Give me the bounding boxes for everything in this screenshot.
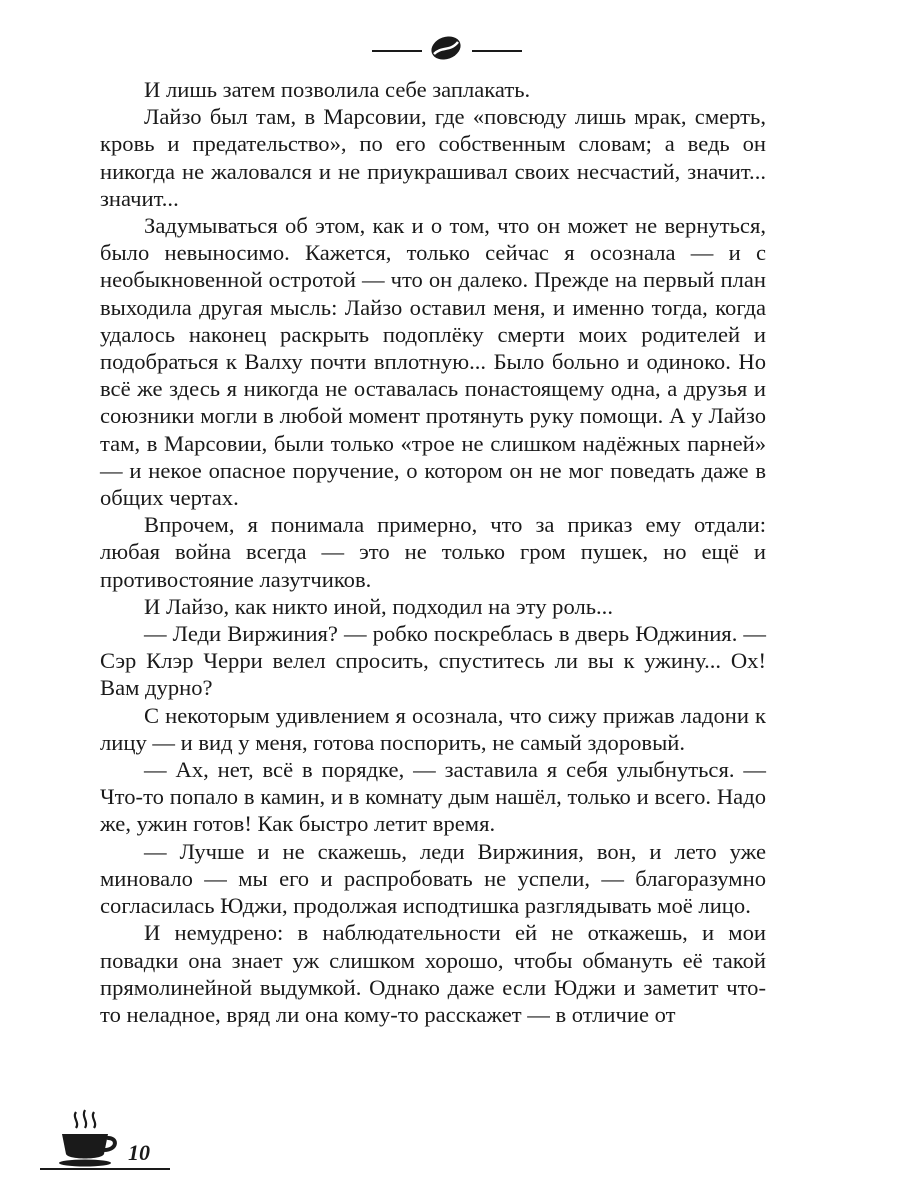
header-rule-right: [472, 50, 522, 52]
paragraph: Лайзо был там, в Марсовии, где «повсюду лишь мрак, смерть, кровь и предательство», по его собственным словам; а ведь он никогда не жаловался и не приукрашивал своих несчастий, значит... значит...: [100, 104, 766, 211]
paragraph: С некоторым удивлением я осознала, что сижу прижав ладони к лицу — и вид у меня, готова поспорить, не самый здоровый.: [100, 702, 766, 755]
page-footer: [40, 1100, 180, 1180]
paragraph: И лишь затем позволила себе заплакать.: [144, 77, 531, 102]
footer-rule: [40, 1168, 170, 1170]
paragraph: — Ах, нет, всё в порядке, — заставила я себя улыбнуться. — Что-то попало в камин, и в комнату дым нашёл, только и всего. Надо же, ужин готов! Как быстро летит время.: [100, 757, 766, 837]
paragraph: Впрочем, я понимала примерно, что за приказ ему отдали: любая война всегда — это не только гром пушек, но ещё и противостояние лазутчиков.: [100, 512, 766, 592]
paragraph: И Лайзо, как никто иной, подходил на эту роль...: [144, 593, 613, 619]
paragraph: Задумываться об этом, как и о том, что он может не вернуться, было невыносимо. Кажется, только сейчас я осознала — и с необыкновенной остротой — что он далеко. Прежде на первый план выходила другая мысль: Лайзо оставил меня, и именно тогда, когда удалось наконец раскрыть подоплёку смерти моих родителей и подобраться к Валху почти вплотную... Было больно и одиноко. Но всё же здесь я никогда не оставалась понастоящему одна, а друзья и союзники могли в любой момент протянуть руку помощи. А у Лайзо там, в Марсовии, были только «трое не слишком надёжных парней» — и некое опасное поручение, о котором он не мог поведать даже в общих чертах.: [100, 213, 766, 511]
header-ornament: [0, 26, 900, 66]
paragraph: — Лучше и не скажешь, леди Виржиния, вон, и лето уже миновало — мы его и распробовать не успели, — благоразумно согласилась Юджи, продолжая исподтишка разглядывать моё лицо.: [100, 838, 766, 919]
coffee-bean-icon: [424, 32, 468, 64]
paragraph: И немудрено: в наблюдательности ей не откажешь, и мои повадки она знает уж слишком хорошо, чтобы обмануть её такой прямолинейной выдумкой. Однако даже если Юджи и заметит что-то неладное, вряд ли она кому-то расскажет — в отличие от: [100, 920, 766, 1027]
paragraph: — Леди Виржиния? — робко поскреблась в дверь Юджиния. — Сэр Клэр Черри велел спросить, спуститесь ли вы к ужину... Ох! Вам дурно?: [100, 621, 766, 701]
coffee-cup-icon: [58, 1108, 126, 1170]
header-rule-left: [372, 50, 422, 52]
body-text: [100, 76, 766, 1028]
page-number: 10: [128, 1140, 150, 1165]
